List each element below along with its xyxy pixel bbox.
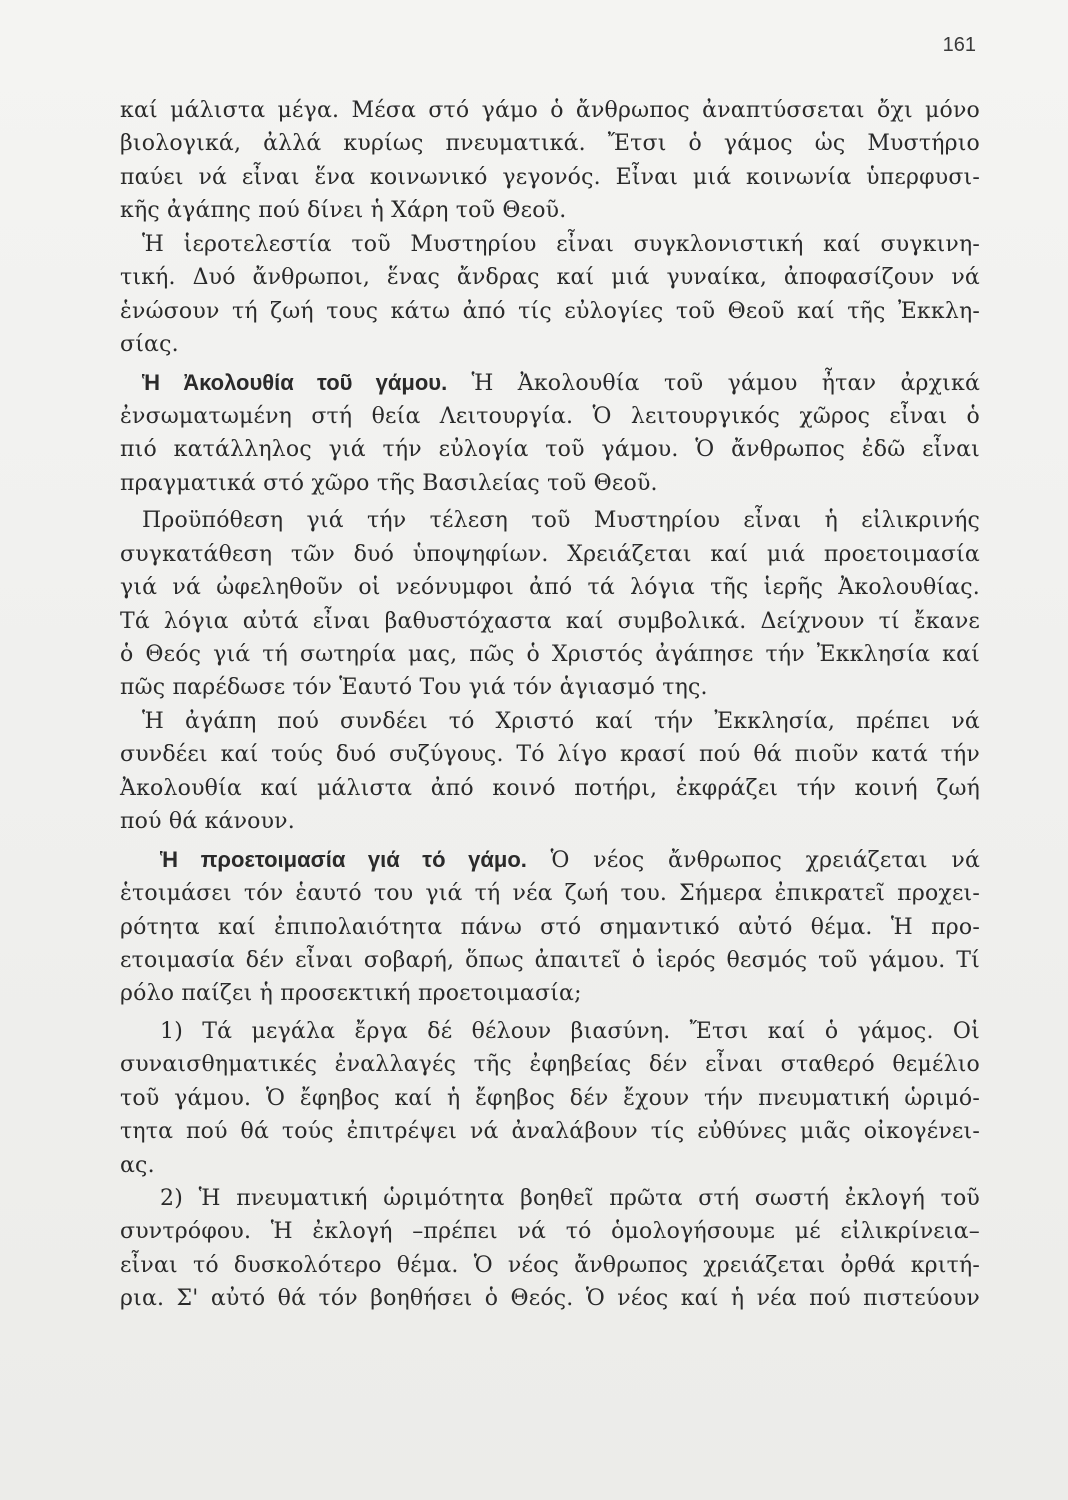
section-heading: Ἡ Ἀκολουθία τοῦ γάμου. — [142, 369, 448, 395]
text-line: συντρόφου. Ἡ ἐκλογή –πρέπει νά τό ὁμολογήσουμε μέ εἰλικρίνεια– — [120, 1219, 980, 1245]
text-span: Ἡ Ἀκολουθία τοῦ γάμου ἦταν ἀρχικά — [447, 370, 980, 396]
section-heading: Ἡ προετοιμασία γιά τό γάμο. — [160, 846, 527, 872]
text-line: πῶς παρέδωσε τόν Ἑαυτό Του γιά τόν ἁγιασμό της. — [120, 675, 708, 701]
text-line: Ἡ ἱεροτελεστία τοῦ Μυστηρίου εἶναι συγκλονιστική καί συγκινη- — [142, 231, 980, 257]
text-line: Ἡ ἀγάπη πού συνδέει τό Χριστό καί τήν Ἐκκλησία, πρέπει νά — [142, 708, 980, 734]
text-line: τική. Δυό ἄνθρωποι, ἕνας ἄνδρας καί μιά γυναίκα, ἀποφασίζουν νά — [120, 265, 980, 291]
text-line: πιό κατάλληλος γιά τήν εὐλογία τοῦ γάμου. Ὁ ἄνθρωπος ἐδῶ εἶναι — [120, 437, 980, 463]
text-line: Τά λόγια αὐτά εἶναι βαθυστόχαστα καί συμβολικά. Δείχνουν τί ἔκανε — [120, 608, 980, 634]
paragraph-2 — [120, 228, 980, 362]
text-line: ἑνώσουν τή ζωή τους κάτω ἀπό τίς εὐλογίες τοῦ Θεοῦ καί τῆς Ἐκκλη- — [120, 298, 980, 324]
paragraph-preparation — [120, 843, 980, 1011]
text-line — [120, 843, 980, 877]
text-line: πού θά κάνουν. — [120, 809, 295, 835]
text-line: ρότητα καί ἐπιπολαιότητα πάνω στό σημαντικό αὐτό θέμα. Ἡ προ- — [120, 914, 980, 940]
text-line: βιολογικά, ἀλλά κυρίως πνευματικά. Ἔτσι ὁ γάμος ὡς Μυστήριο — [120, 131, 980, 157]
text-line: Προϋπόθεση γιά τήν τέλεση τοῦ Μυστηρίου εἶναι ἡ εἰλικρινής — [142, 508, 980, 534]
text-line: κῆς ἀγάπης πού δίνει ἡ Χάρη τοῦ Θεοῦ. — [120, 198, 567, 224]
text-line: καί μάλιστα μέγα. Μέσα στό γάμο ὁ ἄνθρωπος ἀναπτύσσεται ὄχι μόνο — [120, 98, 980, 123]
page-text — [120, 94, 980, 1316]
text-line: ρόλο παίζει ἡ προσεκτική προετοιμασία; — [120, 981, 582, 1007]
text-line: ετοιμασία δέν εἶναι σοβαρή, ὅπως ἀπαιτεῖ ὁ ἱερός θεσμός τοῦ γάμου. Τί — [120, 947, 980, 973]
paragraph-5 — [120, 705, 980, 839]
paragraph-1 — [120, 94, 980, 228]
paragraph-wedding-service — [120, 366, 980, 501]
text-line: ἑτοιμάσει τόν ἑαυτό του γιά τή νέα ζωή του. Σήμερα ἐπικρατεῖ προχει- — [120, 881, 980, 907]
text-line: πραγματικά στό χῶρο τῆς Βασιλείας τοῦ Θεοῦ. — [120, 470, 658, 496]
text-line: τητα πού θά τούς ἐπιτρέψει νά ἀναλάβουν τίς εὐθύνες μιᾶς οἰκογένει- — [120, 1119, 980, 1145]
text-span: Ὁ νέος ἄνθρωπος χρειάζεται νά — [526, 847, 980, 873]
paragraph-point-2 — [120, 1182, 980, 1316]
paragraph-4 — [120, 504, 980, 705]
text-line: ας. — [120, 1152, 155, 1178]
text-line: συνδέει καί τούς δυό συζύγους. Τό λίγο κρασί πού θά πιοῦν κατά τήν — [120, 742, 980, 768]
text-line: συγκατάθεση τῶν δυό ὑποψηφίων. Χρειάζεται καί μιά προετοιμασία — [120, 541, 980, 567]
text-line: 1) Τά μεγάλα ἔργα δέ θέλουν βιασύνη. Ἔτσι καί ὁ γάμος. Οἱ — [160, 1018, 980, 1044]
text-line: 2) Ἡ πνευματική ὡριμότητα βοηθεῖ πρῶτα στή σωστή ἐκλογή τοῦ — [160, 1186, 980, 1211]
page-number: 161 — [942, 34, 976, 56]
text-line — [120, 366, 980, 400]
text-line: εἶναι τό δυσκολότερο θέμα. Ὁ νέος ἄνθρωπος χρειάζεται ὀρθά κριτή- — [120, 1252, 980, 1278]
text-line: γιά νά ὠφεληθοῦν οἱ νεόνυμφοι ἀπό τά λόγια τῆς ἱερῆς Ἀκολουθίας. — [120, 575, 980, 601]
text-line: παύει νά εἶναι ἕνα κοινωνικό γεγονός. Εἶναι μιά κοινωνία ὑπερφυσι- — [120, 164, 980, 190]
text-line: Ἀκολουθία καί μάλιστα ἀπό κοινό ποτήρι, ἐκφράζει τήν κοινή ζωή — [120, 775, 980, 801]
text-line: σίας. — [120, 332, 179, 358]
paragraph-point-1 — [120, 1015, 980, 1182]
text-line: τοῦ γάμου. Ὁ ἔφηβος καί ἡ ἔφηβος δέν ἔχουν τήν πνευματική ὡριμό- — [120, 1085, 980, 1111]
text-line: ρια. Σ' αὐτό θά τόν βοηθήσει ὁ Θεός. Ὁ νέος καί ἡ νέα πού πιστεύουν — [120, 1286, 980, 1312]
text-line: συναισθηματικές ἐναλλαγές τῆς ἐφηβείας δέν εἶναι σταθερό θεμέλιο — [120, 1052, 980, 1078]
text-line: ἐνσωματωμένη στή θεία Λειτουργία. Ὁ λειτουργικός χῶρος εἶναι ὁ — [120, 403, 980, 429]
text-line: ὁ Θεός γιά τή σωτηρία μας, πῶς ὁ Χριστός ἀγάπησε τήν Ἐκκλησία καί — [120, 642, 980, 667]
